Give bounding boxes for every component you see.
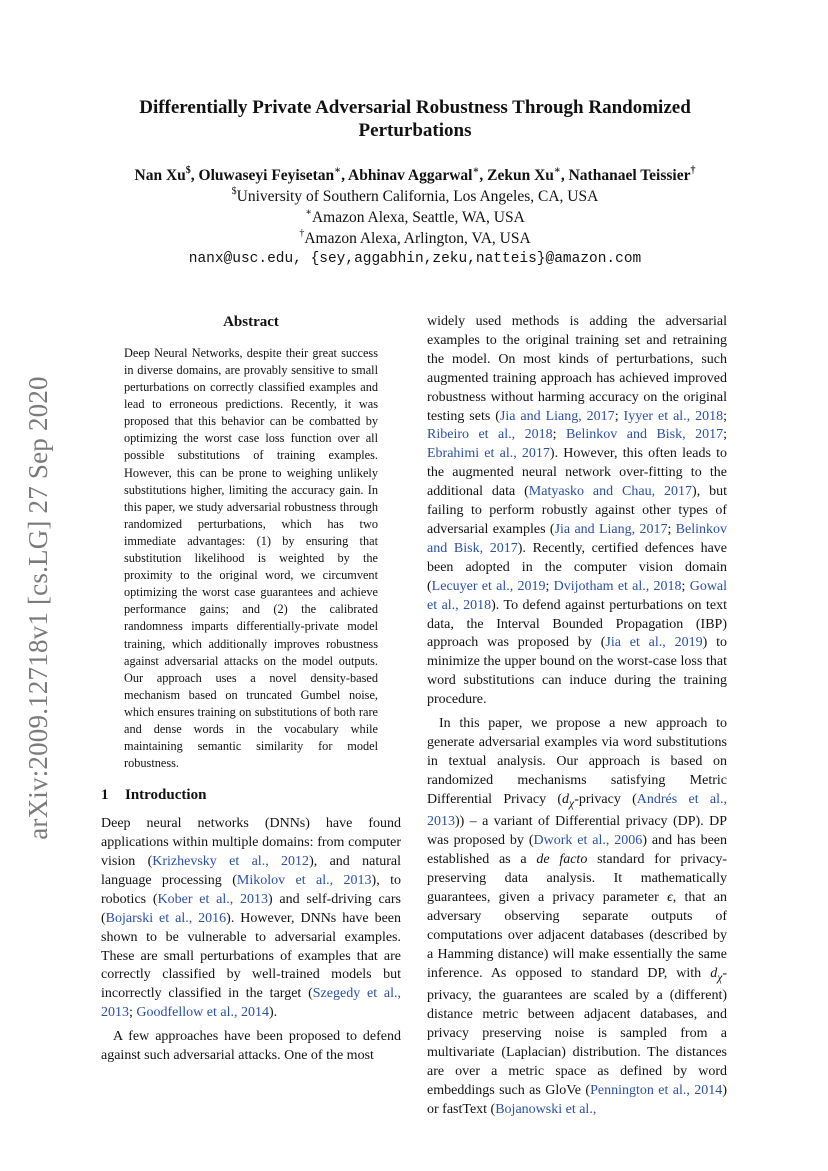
- citation-link[interactable]: Jia and Liang, 2017: [499, 408, 615, 424]
- affiliation-mark: ∗: [553, 164, 561, 176]
- citation-link[interactable]: Ribeiro et al., 2018: [427, 427, 553, 443]
- affiliation-usc: $University of Southern California, Los Angeles, CA, USA: [231, 185, 599, 205]
- citation-link[interactable]: Matyasko and Chau, 2017: [528, 484, 693, 500]
- citation-link[interactable]: Bojanowski et al.,: [495, 1101, 597, 1117]
- math-symbol: d: [710, 965, 718, 981]
- right-paragraph-2: In this paper, we propose a new approach to generate adversarial examples via word substitutions in textual analysis. Our approach is based on randomized mechanisms satisfying Metric Differential Privacy ($d_\chi$-privacy (Andrés et al., 2013)) – a variant of Differential privacy (DP). DP was proposed by (Dwork et al., 2006) and has been established as a de facto standard for privacy-preserving data analysis. It mathematically guarantees, given a privacy parameter ϵ, that an adversary observing separate outputs of computations over adjacent databases (described by a Hamming distance) will make essentially the same inference. As opposed to standard DP, with $d_\chi$-privacy, the guarantees are scaled by a (different) distance metric between adjacent databases, and privacy preserving noise is sampled from a multivariate (Laplacian) distribution. The distances are over a metric space as defined by word embeddings such as GloVe (Pennington et al., 2014) or fastText (Bojanowski et al.,: [427, 716, 728, 1117]
- citation-link[interactable]: Andrés et al., 2013: [427, 791, 727, 830]
- section-number: 1: [101, 787, 109, 804]
- affiliation-mark: ∗: [472, 164, 480, 176]
- citation-link[interactable]: Iyyer et al., 2018: [623, 408, 724, 424]
- author-block: [70, 165, 760, 270]
- author-emails: nanx@usc.edu, {sey,aggabhin,zeku,natteis}@amazon.com: [188, 251, 642, 267]
- citation-link[interactable]: Dwork et al., 2006: [533, 833, 643, 849]
- citation-link[interactable]: Krizhevsky et al., 2012: [152, 853, 310, 869]
- author-name: Oluwaseyi Feyisetan: [198, 167, 335, 184]
- emphasis-text: de facto: [536, 852, 588, 868]
- citation-link[interactable]: Jia and Liang, 2017: [554, 521, 668, 537]
- arxiv-identifier: arXiv:2009.12718v1 [cs.LG] 27 Sep 2020: [23, 376, 53, 840]
- author-names: Nan Xu$, Oluwaseyi Feyisetan∗, Abhinav Aggarwal∗, Zekun Xu∗, Nathanael Teissier†: [134, 164, 696, 184]
- affiliation-seattle: ∗Amazon Alexa, Seattle, WA, USA: [305, 206, 525, 226]
- author-name: Zekun Xu: [487, 167, 554, 184]
- intro-paragraph-1: Deep neural networks (DNNs) have found applications within multiple domains: from computer vision (Krizhevsky et al., 2012), and natural language processing (Mikolov et al., 2013), to robotics (Kober et al., 2013) and self-driving cars (Bojarski et al., 2016). However, DNNs have been shown to be vulnerable to adversarial examples. These are small perturbations of examples that are correctly classified by well-trained models but incorrectly classified in the target (Szegedy et al., 2013; Goodfellow et al., 2014).: [101, 816, 402, 1021]
- citation-link[interactable]: Belinkov and Bisk, 2017: [565, 427, 724, 443]
- citation-link[interactable]: Goodfellow et al., 2014: [136, 1005, 269, 1021]
- citation-link[interactable]: Szegedy et al., 2013: [101, 986, 401, 1021]
- citation-link[interactable]: Gowal et al., 2018: [427, 578, 728, 613]
- right-column: [427, 313, 727, 1120]
- math-symbol: ϵ: [667, 889, 673, 905]
- citation-link[interactable]: Lecuyer et al., 2019: [431, 578, 546, 594]
- abstract-body: Deep Neural Networks, despite their great success in diverse domains, are provably sensitive to small perturbations on correctly classified examples and lead to erroneous predictions. Recently, it was proposed that this behavior can be combatted by optimizing the worst case loss function over all possible substitutions of training examples. However, this can be prone to weighing unlikely substitutions higher, limiting the accuracy gain. In this paper, we study adversarial robustness through randomized perturbations, which has two immediate advantages: (1) by ensuring that substitution likelihood is weighted by the proximity to the original word, we circumvent optimizing the worst case guarantees and achieve performance gains; and (2) the calibrated randomness imparts differentially-private model training, which additionally improves robustness against adversarial attacks on the model outputs. Our approach uses a novel density-based mechanism based on truncated Gumbel noise, which ensures training on substitutions of both rare and dense words in the vocabulary while maintaining semantic similarity for model robustness.: [124, 345, 378, 771]
- section-heading-introduction: [101, 786, 401, 805]
- author-name: Nathanael Teissier: [568, 167, 691, 184]
- title-line-2: Perturbations: [358, 120, 472, 141]
- citation-link[interactable]: Pennington et al., 2014: [590, 1082, 723, 1098]
- citation-link[interactable]: Kober et al., 2013: [157, 891, 268, 907]
- citation-link[interactable]: Ebrahimi et al., 2017: [427, 446, 550, 462]
- author-name: Nan Xu: [134, 167, 186, 184]
- math-subscript: χ: [569, 796, 575, 810]
- math-subscript: χ: [717, 970, 723, 984]
- citation-link[interactable]: Bojarski et al., 2016: [105, 910, 227, 926]
- left-column: [101, 313, 401, 1066]
- intro-paragraph-2: A few approaches have been proposed to defend against such adversarial attacks. One of the most: [101, 1029, 401, 1064]
- affiliation-mark: ∗: [334, 164, 342, 176]
- affiliation-mark: †: [690, 164, 696, 176]
- author-name: Abhinav Aggarwal: [348, 167, 473, 184]
- section-title: Introduction: [125, 787, 207, 804]
- right-paragraph-1: widely used methods is adding the adversarial examples to the original training set and retraining the model. On most kinds of perturbations, such augmented training approach has achieved improved robustness without harming accuracy on the original testing sets (Jia and Liang, 2017; Iyyer et al., 2018; Ribeiro et al., 2018; Belinkov and Bisk, 2017; Ebrahimi et al., 2017). However, this often leads to the augmented neural network over-fitting to the additional data (Matyasko and Chau, 2017), but failing to perform robustly against other types of adversarial examples (Jia and Liang, 2017; Belinkov and Bisk, 2017). Recently, certified defences have been adopted in the computer vision domain (Lecuyer et al., 2019; Dvijotham et al., 2018; Gowal et al., 2018). To defend against perturbations on text data, the Interval Bounded Propagation (IBP) approach was proposed by (Jia et al., 2019) to minimize the upper bound on the worst-case loss that word substitutions can induce during the training procedure.: [427, 314, 728, 708]
- abstract-heading: Abstract: [223, 314, 279, 330]
- citation-link[interactable]: Dvijotham et al., 2018: [553, 578, 682, 594]
- arxiv-sidebar: [18, 366, 58, 850]
- citation-link[interactable]: Mikolov et al., 2013: [236, 872, 372, 888]
- citation-link[interactable]: Belinkov and Bisk, 2017: [427, 521, 728, 556]
- affiliation-arlington: †Amazon Alexa, Arlington, VA, USA: [299, 227, 531, 247]
- title-line-1: Differentially Private Adversarial Robustness Through Randomized: [139, 97, 691, 118]
- affiliation-mark: $: [185, 164, 191, 176]
- citation-link[interactable]: Jia et al., 2019: [605, 635, 703, 651]
- math-symbol: d: [562, 791, 570, 807]
- paper-title: [90, 96, 740, 142]
